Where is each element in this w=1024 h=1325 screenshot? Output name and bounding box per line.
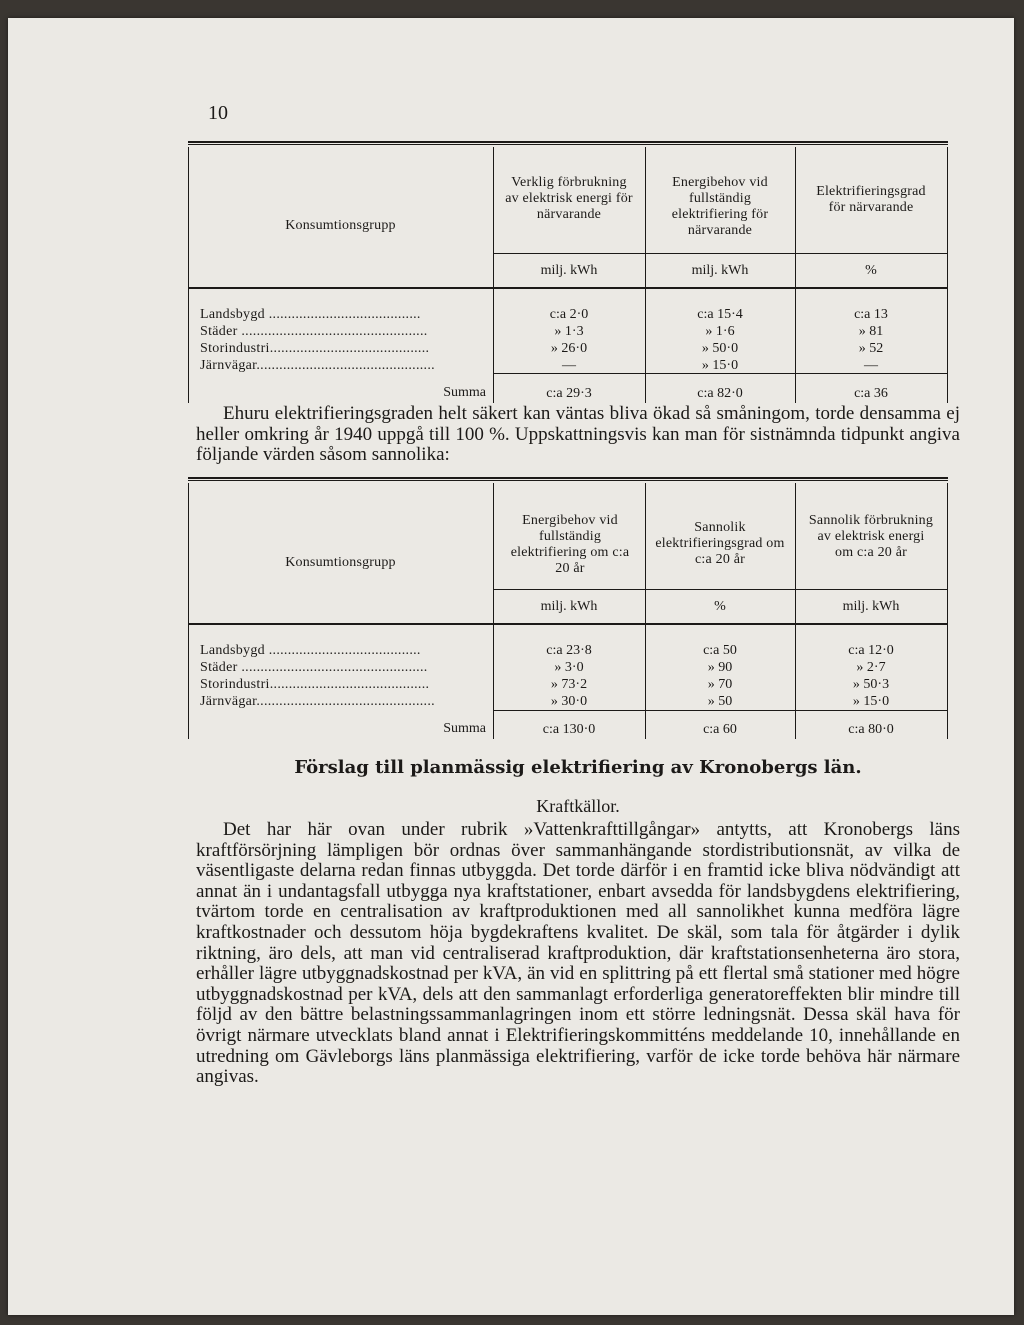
cell-jarnvagar-col1: —: [562, 358, 576, 373]
summa-col3: c:a 36: [854, 386, 888, 401]
cell-storindustri-col1: » 26·0: [550, 341, 588, 356]
summa-col2: c:a 60: [703, 722, 737, 737]
cell-landsbygd-col2: c:a 15·4: [697, 307, 743, 322]
section-title: Förslag till planmässig elektrifiering av Kronobergs län.: [294, 757, 862, 778]
page-number: 10: [208, 102, 228, 124]
row-label-jarnvagar: Järnvägar...............................................: [200, 694, 435, 709]
unit-col1: milj. kWh: [540, 263, 598, 278]
header-bottom-rule: [188, 623, 948, 625]
header-divider: [493, 253, 947, 254]
header-konsumtionsgrupp: Konsumtionsgrupp: [285, 555, 396, 570]
cell-storindustri-col3: » 52: [858, 341, 884, 356]
unit-col3: %: [865, 263, 877, 278]
summa-col3: c:a 80·0: [848, 722, 894, 737]
header-konsumtionsgrupp: Konsumtionsgrupp: [285, 218, 396, 233]
header-energibehov-20-ar: Energibehov vid fullständig elektrifiering om c:a 20 år: [510, 513, 630, 576]
header-elektrifieringsgrad: Elektrifieringsgrad för närvarande: [816, 184, 926, 215]
cell-storindustri-col3: » 50·3: [852, 677, 890, 692]
header-sannolik-forbrukning: Sannolik förbrukning av elektrisk energi om c:a 20 år: [808, 513, 934, 560]
summa-label: Summa: [443, 721, 486, 736]
cell-landsbygd-col3: c:a 12·0: [848, 643, 894, 658]
row-label-stader: Städer .................................................: [200, 660, 428, 675]
column-divider: [947, 483, 948, 739]
summa-col1: c:a 29·3: [546, 386, 592, 401]
cell-storindustri-col2: » 70: [707, 677, 733, 692]
cell-jarnvagar-col2: » 50: [707, 694, 733, 709]
row-label-stader: Städer .................................................: [200, 324, 428, 339]
subsection-title: Kraftkällor.: [536, 796, 620, 816]
row-label-jarnvagar: Järnvägar...............................................: [200, 358, 435, 373]
cell-stader-col1: » 1·3: [554, 324, 584, 339]
paragraph-kraftkallor: Det har här ovan under rubrik »Vattenkrafttillgångar» antytts, att Kronobergs läns kraftförsörjning lämpligen bör ordnas över sammanhängande stordistributionsnät, av vilka de väsentligaste delarna redan finnas utbyggda. Det torde därför i en framtid icke bliva nödvändigt att annat än i undantagsfall utbygga nya kraftstationer, enbart avsedda för landsbygdens elektrifiering, tvärtom torde en centralisation av kraftproduktionen med all sannolikhet kunna medföra lägre kraftkostnader och dessutom höja bygdekraftens kvalitet. De skäl, som tala för åtgärder i dylik riktning, äro dels, att man vid centraliserad kraftproduktion, där kraftstationsenheterna äro stora, erhåller lägre utbyggnadskostnad per kVA, än vid en splittring på ett flertal små stationer med högre utbyggnadskostnad per kVA, dels att den sammanlagt erforderliga generatoreffekten blir mindre till följd av den bättre belastningssammanlagringen inom ett större ledningsnät. Dessa skäl hava för övrigt närmare utvecklats bland annat i Elektrifieringskommitténs meddelande 10, innehållande en utredning om Gävleborgs läns planmässiga elektrifiering, varför de icke torde behöva här närmare angivas.: [196, 819, 960, 1088]
summa-col2: c:a 82·0: [697, 386, 743, 401]
cell-landsbygd-col1: c:a 23·8: [546, 643, 592, 658]
column-divider: [188, 147, 189, 403]
cell-stader-col2: » 90: [707, 660, 733, 675]
cell-jarnvagar-col1: » 30·0: [550, 694, 588, 709]
cell-stader-col2: » 1·6: [705, 324, 735, 339]
cell-landsbygd-col1: c:a 2·0: [549, 307, 589, 322]
column-divider: [188, 483, 189, 739]
header-bottom-rule: [188, 287, 948, 289]
column-divider: [947, 147, 948, 403]
document-page: [8, 18, 1014, 1315]
cell-stader-col3: » 2·7: [856, 660, 886, 675]
header-divider: [493, 589, 947, 590]
cell-storindustri-col2: » 50·0: [701, 341, 739, 356]
paragraph-intro: Ehuru elektrifieringsgraden helt säkert kan väntas bliva ökad så småningom, torde densamma ej heller omkring år 1940 uppgå till 100 %. Uppskattningsvis kan man för sistnämnda tidpunkt angiva följande värden såsom sannolika:: [196, 403, 960, 466]
table-top-rule: [188, 141, 948, 145]
header-energibehov: Energibehov vid fullständig elektrifiering för närvarande: [671, 175, 769, 238]
summa-label: Summa: [443, 385, 486, 400]
header-sannolik-grad: Sannolik elektrifieringsgrad om c:a 20 år: [655, 520, 785, 567]
row-label-landsbygd: Landsbygd ........................................: [200, 307, 421, 322]
cell-jarnvagar-col2: » 15·0: [701, 358, 739, 373]
unit-col2: milj. kWh: [691, 263, 749, 278]
unit-col3: milj. kWh: [842, 599, 900, 614]
unit-col1: milj. kWh: [540, 599, 598, 614]
header-verklig-forbrukning: Verklig förbrukning av elektrisk energi för närvarande: [505, 175, 633, 222]
table-current-electrification: [188, 141, 948, 403]
cell-storindustri-col1: » 73·2: [550, 677, 588, 692]
cell-stader-col3: » 81: [858, 324, 884, 339]
row-label-landsbygd: Landsbygd ........................................: [200, 643, 421, 658]
unit-col2: %: [714, 599, 726, 614]
cell-landsbygd-col2: c:a 50: [703, 643, 737, 658]
cell-jarnvagar-col3: » 15·0: [852, 694, 890, 709]
cell-jarnvagar-col3: —: [864, 358, 878, 373]
summa-col1: c:a 130·0: [542, 722, 596, 737]
cell-stader-col1: » 3·0: [554, 660, 584, 675]
row-label-storindustri: Storindustri..........................................: [200, 341, 430, 356]
row-label-storindustri: Storindustri..........................................: [200, 677, 430, 692]
cell-landsbygd-col3: c:a 13: [854, 307, 888, 322]
table-top-rule: [188, 477, 948, 481]
table-projected-electrification: [188, 477, 948, 739]
